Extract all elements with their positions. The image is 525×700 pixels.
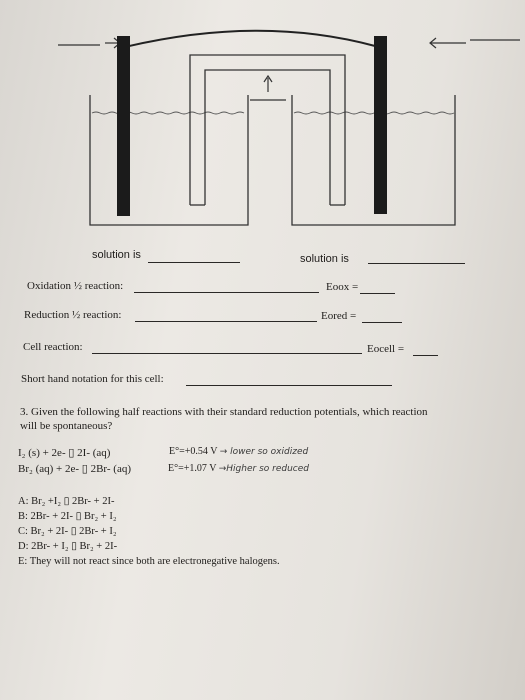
- external-wire: [125, 31, 375, 47]
- option-e[interactable]: E: They will not react since both are electronegative halogens.: [18, 556, 280, 567]
- left-beaker: [90, 95, 248, 225]
- half-reaction-1: I₂ (s) + 2e- ▯ 2I- (aq): [18, 447, 111, 459]
- half-reaction-2-potential: E°=+1.07 V: [168, 463, 217, 474]
- ecell-blank[interactable]: [413, 355, 438, 356]
- cell-reaction-blank[interactable]: [92, 353, 362, 354]
- half-reaction-2: Br₂ (aq) + 2e- ▯ 2Br- (aq): [18, 463, 131, 475]
- option-b[interactable]: B: 2Br- + 2I- ▯ Br₂ + I₂: [18, 511, 117, 522]
- reduction-label: Reduction ½ reaction:: [24, 309, 122, 321]
- eoox-blank[interactable]: [360, 293, 395, 294]
- reduction-blank[interactable]: [135, 321, 317, 322]
- galvanic-cell-diagram: [0, 0, 525, 240]
- left-solution-label: solution is: [92, 249, 141, 261]
- right-electrode: [374, 36, 387, 214]
- question-text-line1: 3. Given the following half reactions with their standard reduction potentials, which reaction: [20, 406, 428, 418]
- left-solution-blank[interactable]: [148, 262, 240, 263]
- shorthand-blank[interactable]: [186, 385, 392, 386]
- option-d[interactable]: D: 2Br- + I₂ ▯ Br₂ + 2I-: [18, 541, 118, 552]
- right-beaker: [292, 95, 455, 225]
- half-reaction-1-potential: E°=+0.54 V: [169, 446, 218, 457]
- right-solution-blank[interactable]: [368, 263, 465, 264]
- handwritten-note-1: → lower so oxidized: [219, 447, 309, 457]
- right-solution-label: solution is: [300, 253, 349, 265]
- solution-surface: [92, 112, 454, 114]
- oxidation-blank[interactable]: [134, 292, 319, 293]
- left-arrow-icon: [58, 38, 120, 48]
- oxidation-label: Oxidation ½ reaction:: [27, 280, 124, 292]
- cell-reaction-label: Cell reaction:: [23, 341, 83, 353]
- right-arrow-icon: [430, 38, 520, 48]
- option-a[interactable]: A: Br₂ +I₂ ▯ 2Br- + 2I-: [18, 496, 115, 507]
- eoox-label: Eoox =: [326, 281, 359, 293]
- option-c[interactable]: C: Br₂ + 2I- ▯ 2Br- + I₂: [18, 526, 117, 537]
- shorthand-label: Short hand notation for this cell:: [21, 373, 164, 385]
- left-electrode: [117, 36, 130, 216]
- ion-flow-arrow-icon: [250, 76, 286, 100]
- ecell-label: Eocell =: [367, 343, 405, 355]
- eored-blank[interactable]: [362, 322, 402, 323]
- question-text-line2: will be spontaneous?: [20, 420, 113, 432]
- handwritten-note-2: →Higher so reduced: [218, 464, 309, 474]
- eored-label: Eored =: [321, 310, 357, 322]
